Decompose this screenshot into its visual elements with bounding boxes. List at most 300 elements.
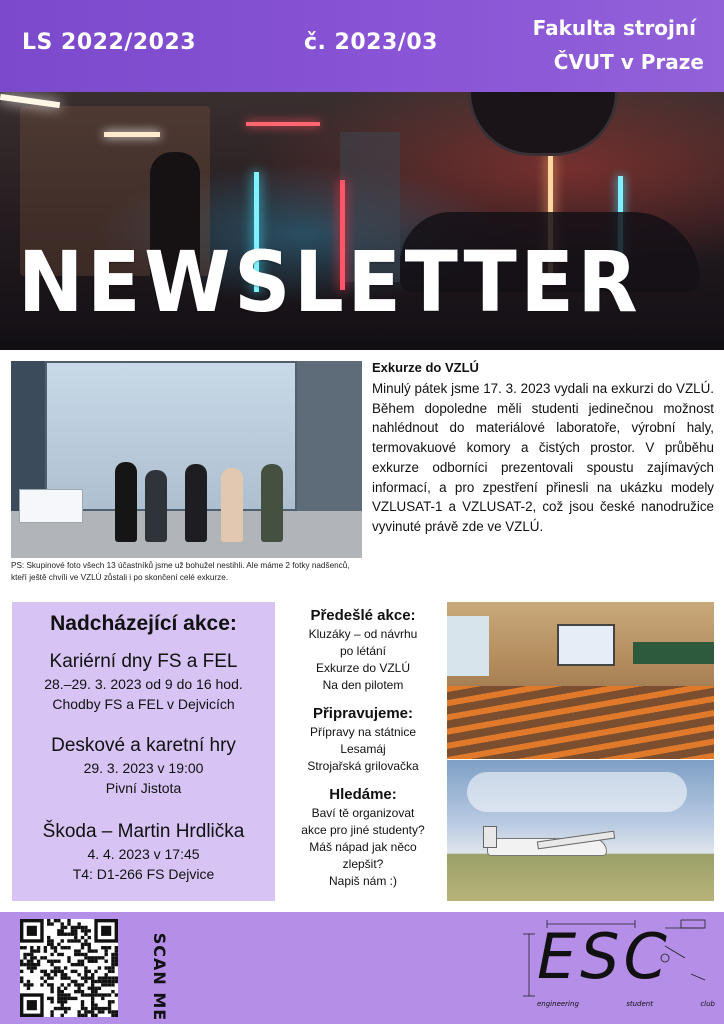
qr-module: [94, 1007, 97, 1010]
qr-module: [91, 1003, 94, 1006]
qr-module: [67, 960, 70, 963]
building-wall: [297, 361, 362, 521]
event-date: 4. 4. 2023 v 17:45: [87, 846, 200, 862]
qr-module: [37, 946, 40, 949]
seeking-line: Napiš nám :): [328, 874, 398, 888]
qr-module: [115, 1014, 118, 1017]
qr-module: [98, 1007, 101, 1010]
lecture-hall-photo: [447, 602, 714, 759]
qr-module: [94, 987, 97, 990]
qr-module: [91, 1010, 94, 1013]
qr-module: [50, 983, 53, 986]
past-events: [288, 606, 438, 694]
qr-module: [61, 983, 64, 986]
qr-module: [115, 956, 118, 959]
preparing-heading: Připravujeme:: [312, 705, 414, 722]
qr-module: [111, 980, 114, 983]
qr-module: [108, 983, 111, 986]
esc-subtitle-word: engineering: [537, 1000, 579, 1008]
qr-module: [115, 980, 118, 983]
qr-module: [20, 976, 23, 979]
qr-module: [54, 973, 57, 976]
qr-module: [61, 953, 64, 956]
qr-module: [77, 987, 80, 990]
qr-module: [101, 1010, 104, 1013]
qr-module: [88, 929, 91, 932]
qr-module: [67, 993, 70, 996]
hero-ceiling-light: [104, 132, 160, 137]
qr-module: [104, 966, 107, 969]
student-figure: [115, 462, 137, 542]
qr-module: [91, 980, 94, 983]
qr-module: [91, 993, 94, 996]
qr-module: [104, 980, 107, 983]
hero-garage-photo: [0, 92, 724, 350]
qr-module: [50, 997, 53, 1000]
qr-module: [104, 993, 107, 996]
qr-module: [57, 987, 60, 990]
qr-module: [64, 1000, 67, 1003]
qr-module: [64, 993, 67, 996]
qr-module: [81, 943, 84, 946]
qr-module: [91, 976, 94, 979]
qr-module: [23, 953, 26, 956]
audience-seats: [447, 686, 714, 759]
qr-module: [30, 946, 33, 949]
qr-module: [98, 956, 101, 959]
qr-module: [40, 976, 43, 979]
qr-module: [74, 926, 77, 929]
qr-module: [101, 983, 104, 986]
qr-module: [115, 963, 118, 966]
qr-module: [94, 993, 97, 996]
qr-module: [61, 926, 64, 929]
qr-module: [84, 976, 87, 979]
qr-module: [74, 936, 77, 939]
projector-screen: [557, 624, 615, 666]
event-item: [12, 734, 275, 798]
upcoming-events-title: Nadcházející akce:: [50, 612, 237, 635]
qr-module: [27, 963, 30, 966]
qr-module: [44, 970, 47, 973]
qr-module: [61, 976, 64, 979]
seeking-line: zlepšit?: [342, 857, 384, 871]
qr-module: [88, 943, 91, 946]
qr-module: [74, 983, 77, 986]
qr-module: [77, 926, 80, 929]
qr-module: [34, 966, 37, 969]
qr-module: [47, 973, 50, 976]
preparing-line: Strojařská grilovačka: [307, 759, 419, 773]
esc-logo-text: ESC: [537, 920, 671, 993]
qr-module: [40, 956, 43, 959]
chalkboard: [633, 642, 714, 664]
footer-banner: [0, 912, 724, 1024]
qr-module: [64, 966, 67, 969]
qr-module: [57, 970, 60, 973]
qr-module: [44, 980, 47, 983]
qr-module: [57, 953, 60, 956]
qr-module: [74, 933, 77, 936]
event-location: Pivní Jistota: [105, 780, 182, 796]
qr-module: [94, 980, 97, 983]
qr-module: [104, 976, 107, 979]
qr-module: [98, 976, 101, 979]
qr-module: [98, 1010, 101, 1013]
qr-module: [47, 960, 50, 963]
qr-module: [71, 963, 74, 966]
esc-subtitle-word: student: [626, 1000, 653, 1008]
qr-module: [37, 949, 40, 952]
qr-finder-pattern: [101, 926, 111, 936]
qr-module: [104, 946, 107, 949]
qr-module: [81, 983, 84, 986]
qr-module: [115, 1010, 118, 1013]
qr-module: [88, 936, 91, 939]
qr-module: [61, 970, 64, 973]
qr-module: [91, 949, 94, 952]
qr-module: [94, 1003, 97, 1006]
qr-module: [67, 933, 70, 936]
qr-module: [47, 939, 50, 942]
qr-module: [30, 983, 33, 986]
qr-module: [74, 963, 77, 966]
upcoming-events-box: [12, 602, 275, 901]
qr-module: [81, 936, 84, 939]
qr-module: [77, 990, 80, 993]
qr-module: [115, 993, 118, 996]
hero-neon-sign: [246, 122, 320, 126]
qr-module: [50, 943, 53, 946]
esc-logo-subtitle: [537, 1000, 715, 1008]
qr-module: [91, 956, 94, 959]
qr-module: [91, 983, 94, 986]
qr-module: [47, 943, 50, 946]
qr-module: [81, 929, 84, 932]
qr-module: [101, 997, 104, 1000]
preparing-line: Přípravy na státnice: [309, 725, 417, 739]
seeking-heading: Hledáme:: [329, 786, 397, 803]
qr-module: [23, 946, 26, 949]
qr-module: [61, 997, 64, 1000]
qr-module: [23, 963, 26, 966]
qr-module: [57, 929, 60, 932]
qr-module: [111, 983, 114, 986]
qr-module: [44, 956, 47, 959]
qr-module: [64, 933, 67, 936]
qr-module: [71, 980, 74, 983]
qr-module: [94, 970, 97, 973]
qr-module: [34, 956, 37, 959]
qr-module: [104, 960, 107, 963]
qr-module: [64, 973, 67, 976]
qr-module: [94, 990, 97, 993]
scan-me-label: SCAN ME: [150, 932, 169, 1022]
qr-module: [30, 963, 33, 966]
qr-module: [61, 993, 64, 996]
event-name: Deskové a karetní hry: [51, 735, 236, 756]
qr-module: [67, 919, 70, 922]
qr-code-icon: [20, 919, 118, 1017]
qr-module: [57, 990, 60, 993]
qr-module: [61, 1014, 64, 1017]
qr-module: [94, 956, 97, 959]
qr-module: [111, 970, 114, 973]
past-event-line: po létání: [339, 644, 387, 658]
qr-module: [91, 1000, 94, 1003]
qr-module: [104, 1007, 107, 1010]
qr-module: [74, 953, 77, 956]
qr-module: [57, 993, 60, 996]
qr-module: [84, 1014, 87, 1017]
header-banner: [0, 0, 724, 92]
qr-code[interactable]: [20, 919, 118, 1017]
qr-module: [94, 1014, 97, 1017]
qr-module: [108, 980, 111, 983]
qr-module: [50, 963, 53, 966]
qr-module: [47, 936, 50, 939]
qr-module: [108, 993, 111, 996]
qr-module: [84, 933, 87, 936]
qr-module: [50, 1010, 53, 1013]
preparing-line: Lesamáj: [340, 742, 386, 756]
qr-module: [108, 946, 111, 949]
qr-module: [44, 973, 47, 976]
qr-module: [67, 922, 70, 925]
preparing-events: [288, 704, 438, 775]
qr-module: [98, 993, 101, 996]
qr-module: [54, 949, 57, 952]
qr-module: [30, 970, 33, 973]
qr-module: [67, 1007, 70, 1010]
qr-module: [115, 976, 118, 979]
qr-module: [81, 946, 84, 949]
qr-module: [84, 973, 87, 976]
qr-module: [108, 966, 111, 969]
qr-module: [91, 973, 94, 976]
past-event-line: Exkurze do VZLÚ: [315, 661, 411, 675]
qr-module: [108, 976, 111, 979]
qr-module: [81, 963, 84, 966]
qr-module: [74, 980, 77, 983]
qr-module: [57, 960, 60, 963]
qr-module: [91, 990, 94, 993]
qr-module: [57, 1000, 60, 1003]
airplane-tail: [483, 826, 497, 848]
qr-module: [77, 963, 80, 966]
qr-module: [84, 953, 87, 956]
qr-module: [101, 993, 104, 996]
qr-module: [61, 973, 64, 976]
qr-module: [115, 949, 118, 952]
qr-module: [54, 946, 57, 949]
qr-module: [71, 933, 74, 936]
qr-module: [104, 949, 107, 952]
qr-module: [84, 956, 87, 959]
qr-module: [50, 970, 53, 973]
qr-module: [54, 970, 57, 973]
qr-module: [74, 997, 77, 1000]
qr-module: [20, 946, 23, 949]
qr-module: [71, 926, 74, 929]
qr-module: [67, 939, 70, 942]
qr-module: [47, 997, 50, 1000]
qr-module: [84, 929, 87, 932]
qr-module: [74, 970, 77, 973]
lecture-window: [447, 616, 489, 676]
qr-module: [64, 976, 67, 979]
qr-module: [88, 960, 91, 963]
student-figure: [185, 464, 207, 542]
qr-module: [84, 939, 87, 942]
qr-module: [111, 956, 114, 959]
event-item: [12, 820, 275, 884]
qr-module: [57, 997, 60, 1000]
qr-module: [84, 943, 87, 946]
qr-module: [54, 966, 57, 969]
qr-module: [74, 939, 77, 942]
qr-module: [108, 1003, 111, 1006]
qr-module: [108, 1010, 111, 1013]
qr-module: [54, 919, 57, 922]
qr-module: [77, 953, 80, 956]
student-figure: [145, 470, 167, 542]
qr-module: [104, 973, 107, 976]
issue-number: č. 2023/03: [304, 30, 438, 55]
event-date: 29. 3. 2023 v 19:00: [83, 760, 204, 776]
qr-module: [44, 949, 47, 952]
faculty-name: Fakulta strojní: [532, 16, 696, 40]
qr-module: [50, 946, 53, 949]
qr-module: [84, 980, 87, 983]
qr-module: [30, 953, 33, 956]
event-location: Chodby FS a FEL v Dejvicích: [52, 696, 235, 712]
qr-module: [108, 1007, 111, 1010]
seeking-volunteers: [288, 785, 438, 890]
seeking-line: akce pro jiné studenty?: [301, 823, 425, 837]
qr-module: [61, 1007, 64, 1010]
qr-module: [61, 929, 64, 932]
qr-module: [23, 983, 26, 986]
qr-module: [88, 993, 91, 996]
qr-module: [61, 990, 64, 993]
qr-module: [40, 983, 43, 986]
qr-module: [30, 966, 33, 969]
qr-module: [104, 953, 107, 956]
qr-module: [50, 987, 53, 990]
qr-module: [81, 976, 84, 979]
qr-module: [84, 1010, 87, 1013]
qr-module: [64, 1007, 67, 1010]
event-location: T4: D1-266 FS Dejvice: [72, 866, 215, 882]
qr-module: [57, 1007, 60, 1010]
qr-module: [23, 956, 26, 959]
qr-module: [81, 990, 84, 993]
qr-module: [61, 939, 64, 942]
qr-module: [20, 963, 23, 966]
qr-module: [94, 949, 97, 952]
qr-module: [115, 946, 118, 949]
event-name: Kariérní dny FS a FEL: [49, 651, 238, 672]
qr-module: [111, 966, 114, 969]
qr-module: [101, 976, 104, 979]
past-event-line: Na den pilotem: [322, 678, 404, 692]
qr-module: [101, 956, 104, 959]
qr-module: [111, 976, 114, 979]
qr-module: [74, 990, 77, 993]
qr-module: [77, 973, 80, 976]
qr-module: [37, 960, 40, 963]
qr-module: [111, 1010, 114, 1013]
qr-module: [64, 1010, 67, 1013]
institute-sign: [19, 489, 83, 523]
qr-module: [81, 1007, 84, 1010]
seeking-line: Baví tě organizovat: [311, 806, 415, 820]
glider-airfield-photo: [447, 760, 714, 901]
qr-module: [94, 960, 97, 963]
qr-module: [77, 1010, 80, 1013]
qr-module: [27, 987, 30, 990]
qr-module: [111, 1014, 114, 1017]
semester-label: LS 2022/2023: [22, 30, 197, 55]
qr-module: [115, 960, 118, 963]
qr-module: [34, 949, 37, 952]
qr-module: [67, 976, 70, 979]
qr-module: [20, 980, 23, 983]
qr-module: [91, 997, 94, 1000]
qr-module: [98, 980, 101, 983]
qr-finder-pattern: [27, 1000, 37, 1010]
qr-module: [67, 983, 70, 986]
qr-module: [98, 966, 101, 969]
qr-module: [27, 966, 30, 969]
qr-module: [88, 1010, 91, 1013]
qr-module: [67, 997, 70, 1000]
article-heading: Exkurze do VZLÚ: [372, 360, 479, 375]
qr-module: [77, 939, 80, 942]
photo-caption: PS: Skupinové foto všech 13 účastníků jsme už bohužel nestihli. Ale máme 2 fotky nadšenců, kteří ještě chvíli ve VZLÚ zůstali i po skončení celé exkurze.: [11, 561, 350, 582]
qr-module: [20, 970, 23, 973]
student-figure: [221, 468, 243, 542]
qr-module: [57, 933, 60, 936]
qr-module: [101, 946, 104, 949]
qr-module: [84, 993, 87, 996]
qr-module: [67, 946, 70, 949]
qr-module: [50, 990, 53, 993]
qr-module: [77, 960, 80, 963]
qr-module: [57, 943, 60, 946]
qr-module: [91, 960, 94, 963]
qr-module: [71, 929, 74, 932]
qr-module: [88, 987, 91, 990]
qr-module: [54, 960, 57, 963]
seeking-line: Máš nápad jak něco: [309, 840, 417, 854]
qr-module: [81, 993, 84, 996]
qr-module: [50, 1014, 53, 1017]
qr-module: [88, 956, 91, 959]
event-date: 28.–29. 3. 2023 od 9 do 16 hod.: [44, 676, 243, 692]
qr-module: [81, 953, 84, 956]
qr-module: [81, 1014, 84, 1017]
qr-module: [61, 922, 64, 925]
qr-module: [77, 983, 80, 986]
qr-module: [111, 990, 114, 993]
qr-module: [47, 919, 50, 922]
qr-module: [84, 970, 87, 973]
qr-module: [81, 960, 84, 963]
qr-module: [74, 949, 77, 952]
qr-module: [111, 963, 114, 966]
